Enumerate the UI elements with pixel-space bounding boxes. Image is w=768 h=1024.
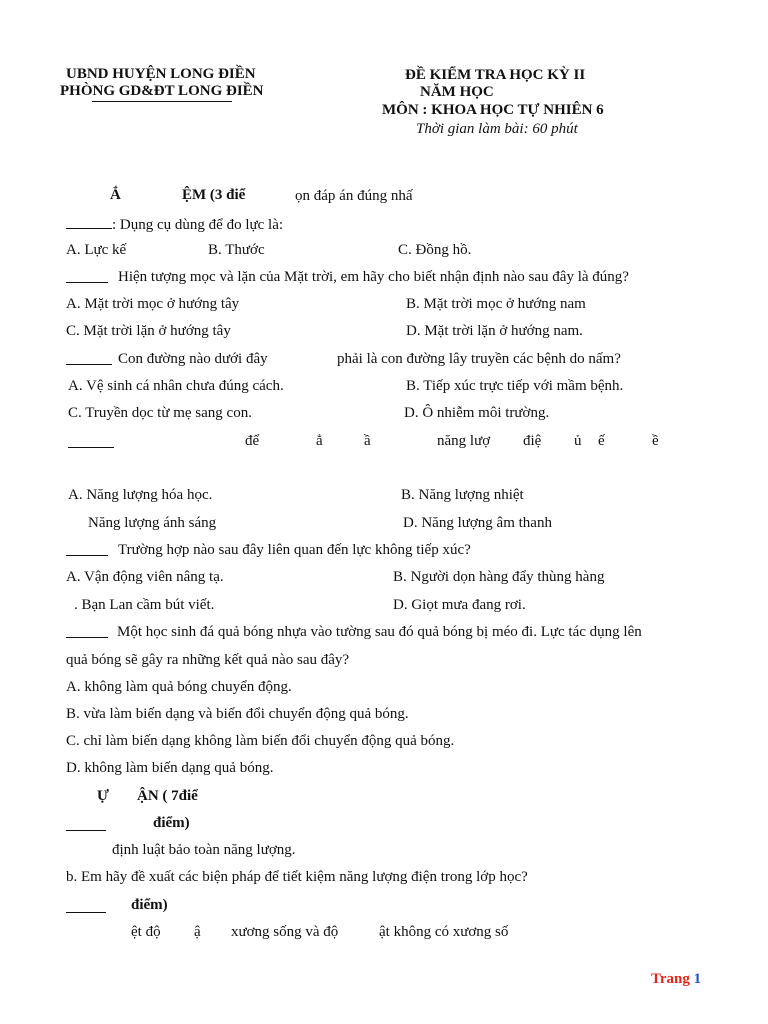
answer-blank <box>66 364 112 365</box>
part2-q2-fragment: ật không có xương số <box>379 924 509 940</box>
answer-blank <box>66 637 108 638</box>
part2-q2-fragment: ệt độ <box>131 924 161 940</box>
q4-option-c: Năng lượng ánh sáng <box>88 515 217 531</box>
q3-option-d: D. Ô nhiễm môi trường. <box>404 405 550 421</box>
answer-blank <box>66 215 112 229</box>
q4-fragment: ế <box>598 433 605 449</box>
answer-blank <box>66 282 108 283</box>
question-3-text-b: phải là con đường lây truyền các bệnh do nấm? <box>337 351 621 367</box>
answer-blank <box>66 555 108 556</box>
q2-option-c: C. Mặt trời lặn ở hướng tây <box>66 323 231 339</box>
answer-blank <box>66 912 106 913</box>
q4-fragment: điệ <box>523 433 542 449</box>
question-6-text-line1: Một học sinh đá quả bóng nhựa vào tường sau đó quả bóng bị méo đi. Lực tác dụng lên <box>117 624 642 640</box>
q4-option-b: B. Năng lượng nhiệt <box>401 487 524 503</box>
part2-heading-frag-b: ẬN ( 7điể <box>137 788 198 804</box>
part2-q1-a: định luật bảo toàn năng lượng. <box>112 842 296 858</box>
answer-blank <box>68 447 114 448</box>
office-name: PHÒNG GD&ĐT LONG ĐIỀN <box>60 83 264 99</box>
q4-fragment: ầ <box>364 433 371 449</box>
header-divider <box>92 101 232 102</box>
q6-option-a: A. không làm quả bóng chuyển động. <box>66 679 292 695</box>
question-5-text: Trường hợp nào sau đây liên quan đến lực không tiếp xúc? <box>118 542 471 558</box>
q4-option-a: A. Năng lượng hóa học. <box>68 487 213 503</box>
question-1-text: : Dụng cụ dùng để đo lực là: <box>112 217 284 233</box>
q1-option-a: A. Lực kế <box>66 242 127 258</box>
subject-title: MÔN : KHOA HỌC TỰ NHIÊN 6 <box>382 102 604 118</box>
part2-q2-fragment: ậ <box>194 924 201 940</box>
part1-heading-frag-c: ọn đáp án đúng nhấ <box>295 188 413 204</box>
q4-option-d: D. Năng lượng âm thanh <box>403 515 552 531</box>
q4-fragment: ẳ <box>316 433 323 449</box>
page-label: Trang <box>651 971 690 987</box>
q5-option-a: A. Vận động viên nâng tạ. <box>66 569 224 585</box>
page-number: 1 <box>693 971 702 987</box>
q2-option-b: B. Mặt trời mọc ở hướng nam <box>406 296 586 312</box>
q3-option-a: A. Vệ sinh cá nhân chưa đúng cách. <box>68 378 284 394</box>
q4-fragment: ủ <box>574 433 582 449</box>
q1-option-c: C. Đồng hồ. <box>398 242 472 258</box>
part1-heading-frag-a: Ắ <box>110 187 121 203</box>
q4-fragment: năng lượ <box>437 433 491 449</box>
question-6-text-line2: quả bóng sẽ gây ra những kết quả nào sau đây? <box>66 652 350 668</box>
part2-heading-frag-a: Ự <box>97 788 109 804</box>
q3-option-c: C. Truyền dọc từ mẹ sang con. <box>68 405 252 421</box>
exam-duration: Thời gian làm bài: 60 phút <box>416 121 578 137</box>
q6-option-c: C. chỉ làm biến dạng không làm biến đổi chuyển động quả bóng. <box>66 733 455 749</box>
q5-option-d: D. Giọt mưa đang rơi. <box>393 597 526 613</box>
part2-q1-points: điểm) <box>153 815 190 831</box>
answer-blank <box>66 830 106 831</box>
department-name: UBND HUYỆN LONG ĐIỀN <box>66 66 256 82</box>
q2-option-a: A. Mặt trời mọc ở hướng tây <box>66 296 240 312</box>
school-year: NĂM HỌC <box>420 84 494 100</box>
q4-fragment: để <box>245 433 260 449</box>
exam-title: ĐỀ KIỂM TRA HỌC KỲ II <box>405 67 586 83</box>
question-3-text-a: Con đường nào dưới đây <box>118 351 268 367</box>
q5-option-b: B. Người dọn hàng đẩy thùng hàng <box>393 569 605 585</box>
question-2-text: Hiện tượng mọc và lặn của Mặt trời, em hãy cho biết nhận định nào sau đây là đúng? <box>118 269 629 285</box>
q2-option-d: D. Mặt trời lặn ở hướng nam. <box>406 323 583 339</box>
q3-option-b: B. Tiếp xúc trực tiếp với mầm bệnh. <box>406 378 624 394</box>
part1-heading-frag-b: ỆM (3 điể <box>182 187 246 203</box>
q6-option-d: D. không làm biến dạng quả bóng. <box>66 760 274 776</box>
q6-option-b: B. vừa làm biến dạng và biến đổi chuyển động quả bóng. <box>66 706 409 722</box>
q5-option-c: . Bạn Lan cầm bút viết. <box>74 597 215 613</box>
q4-fragment: ề <box>652 433 659 449</box>
part2-q2-fragment: xương sống và độ <box>231 924 339 940</box>
page-indicator <box>651 971 701 988</box>
part2-q1-b: b. Em hãy đề xuất các biện pháp để tiết kiệm năng lượng điện trong lớp học? <box>66 869 528 885</box>
question-1 <box>66 215 283 234</box>
q1-option-b: B. Thước <box>208 242 265 258</box>
part2-q2-points: điểm) <box>131 897 168 913</box>
